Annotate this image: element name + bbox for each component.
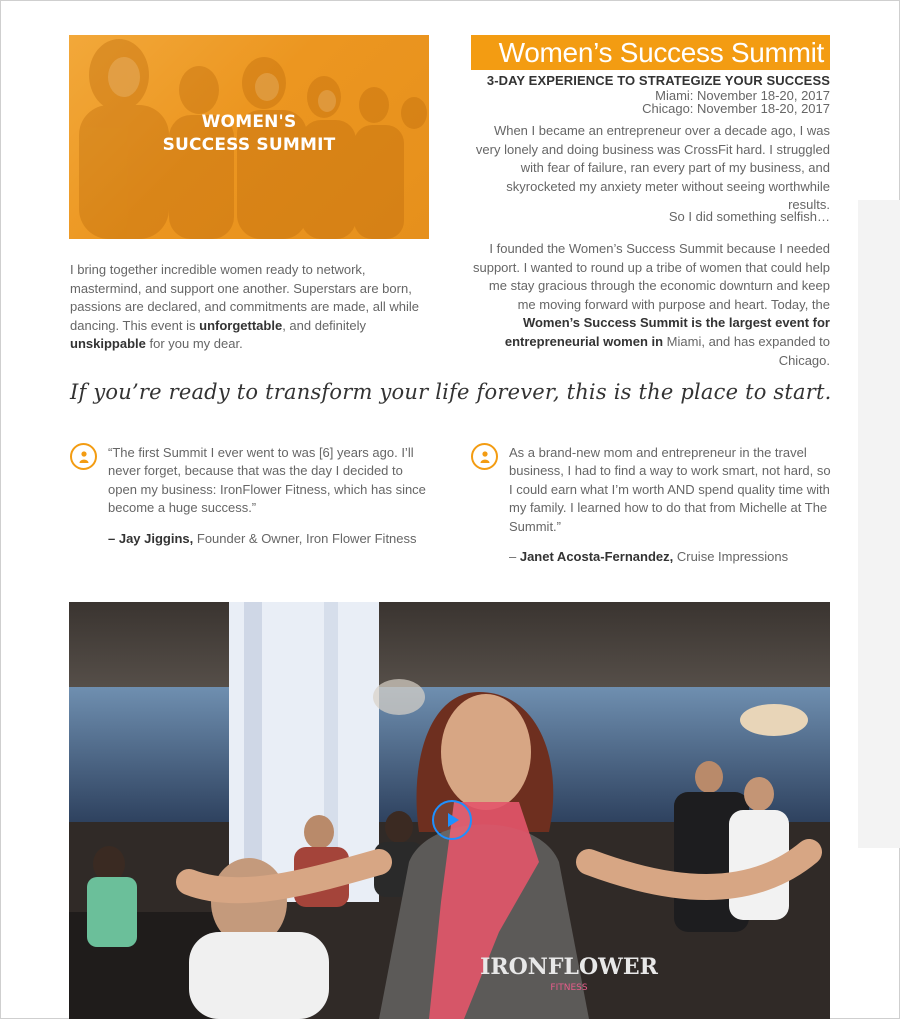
author-name-2: Janet Acosta-Fernandez, bbox=[519, 549, 674, 564]
testimonial-quote-1: “The first Summit I ever went to was [6] years ago. I’ll never forget, because that was the day I decided to open my business: IronFlower Fitness, which has since become a huge success.” bbox=[108, 445, 426, 516]
intro-bold-unforgettable: unforgettable bbox=[199, 317, 283, 333]
testimonial-quote-2: As a brand-new mom and entrepreneur in the travel business, I had to find a way to work smart, not hard, so I could earn what I’m worth AND spend quality time with my family. I learned how to do that from Michelle at The Summit.” bbox=[509, 445, 831, 534]
author-name-1: Jay Jiggins, bbox=[118, 531, 194, 546]
play-icon bbox=[442, 810, 462, 830]
side-panel bbox=[858, 200, 900, 848]
hero-title-line2: SUCCESS SUMMIT bbox=[162, 135, 336, 155]
story-bold-highlight: Women’s Success Summit is the largest event for entrepreneurial women in bbox=[504, 315, 830, 349]
tagline: If you’re ready to transform your life forever, this is the place to start. bbox=[70, 380, 832, 404]
story-paragraph-3: I founded the Women’s Success Summit because I needed support. I wanted to round up a tribe of women that could help me stay gracious through the economic downturn and keep me moving forward with purpose and heart. Today, the Women’s Success Summit is the largest event for entrepreneurial women in Miami, and has expanded to Chicago. bbox=[472, 241, 830, 368]
shirt-sublogo: FITNESS bbox=[550, 983, 588, 993]
date-chicago: Chicago: November 18-20, 2017 bbox=[642, 101, 830, 116]
hero-title bbox=[69, 111, 429, 157]
story-paragraph-1: When I became an entrepreneur over a decade ago, I was very lonely and doing business was CrossFit hard. I struggled with fear of failure, ran every part of my business, and skyrocketed my anxiety meter without seeing worthwhile results. bbox=[475, 123, 830, 213]
summit-title-bar bbox=[471, 35, 830, 70]
intro-bold-unskippable: unskippable bbox=[70, 336, 146, 352]
hero-title-line1: WOMEN'S bbox=[201, 112, 297, 132]
testimonial-author-1: – Jay Jiggins, Founder & Owner, Iron Flower Fitness bbox=[108, 531, 417, 546]
summit-subtitle: 3-DAY EXPERIENCE TO STRATEGIZE YOUR SUCCESS bbox=[486, 73, 830, 88]
summit-title: Women’s Success Summit bbox=[498, 36, 824, 68]
intro-paragraph: I bring together incredible women ready to network, mastermind, and support one another. Superstars are born, passions are declared, and commitments are made, all while dancing. This event is unforgettable, and definitely unskippable for you my dear. bbox=[70, 262, 420, 352]
hero-image bbox=[69, 35, 429, 239]
play-button[interactable] bbox=[432, 800, 472, 840]
user-icon bbox=[471, 443, 498, 470]
shirt-logo: IRONFLOWER bbox=[480, 954, 658, 980]
user-icon bbox=[70, 443, 97, 470]
date-miami: Miami: November 18-20, 2017 bbox=[655, 88, 830, 103]
story-paragraph-2: So I did something selfish… bbox=[668, 209, 830, 224]
testimonial-author-2: – Janet Acosta-Fernandez, Cruise Impressions bbox=[509, 549, 789, 564]
